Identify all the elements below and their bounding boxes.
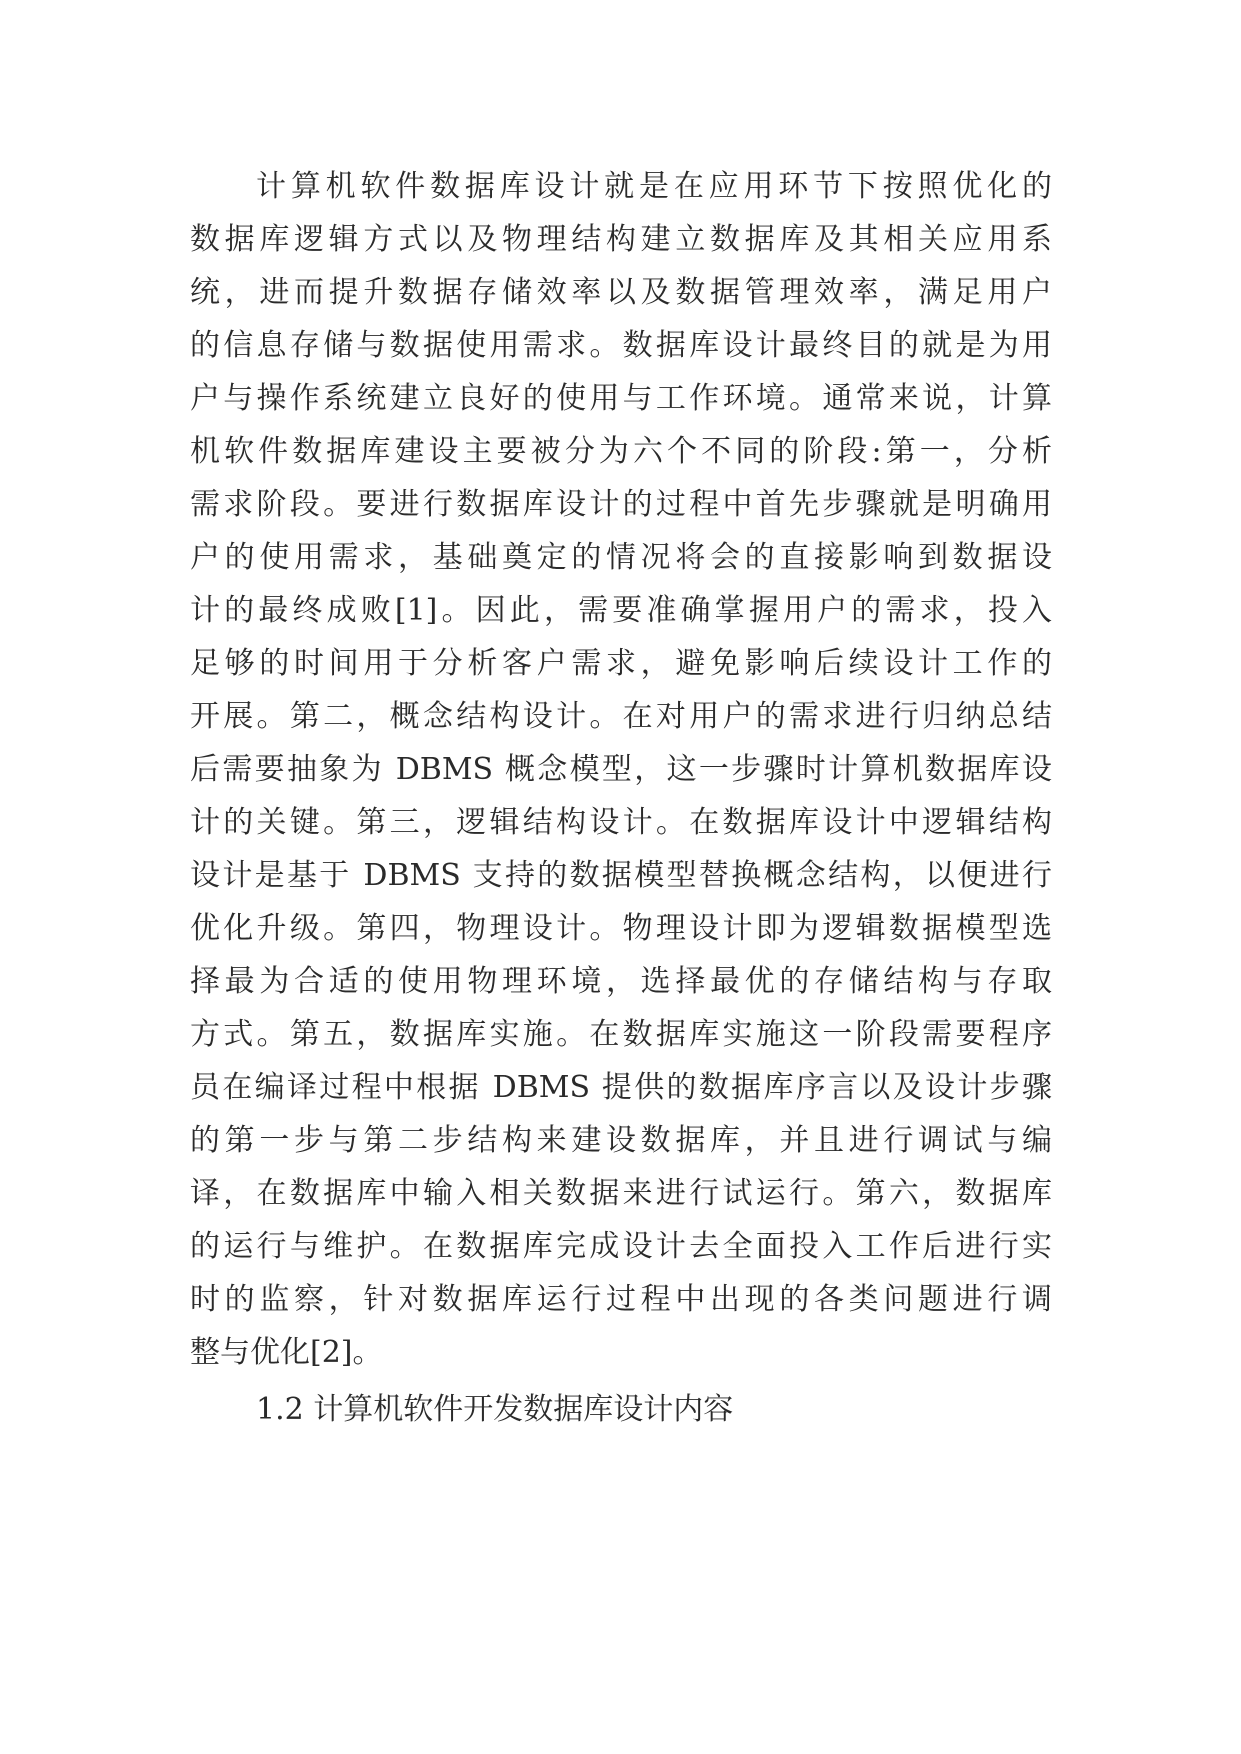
paragraph-line: 计的最终成败[1]。因此，需要准确掌握用户的需求，投入	[190, 593, 1052, 628]
paragraph-line: 开展。第二，概念结构设计。在对用户的需求进行归纳总结	[190, 699, 1052, 734]
paragraph-line: 机软件数据库建设主要被分为六个不同的阶段:第一，分析	[190, 434, 1052, 469]
section-heading: 1.2 计算机软件开发数据库设计内容	[256, 1392, 734, 1427]
paragraph-line: 计的关键。第三，逻辑结构设计。在数据库设计中逻辑结构	[190, 805, 1052, 840]
document-page	[190, 160, 1052, 1436]
paragraph-line: 择最为合适的使用物理环境，选择最优的存储结构与存取	[190, 964, 1052, 999]
paragraph-line: 户的使用需求，基础奠定的情况将会的直接影响到数据设	[190, 540, 1052, 575]
paragraph-line: 足够的时间用于分析客户需求，避免影响后续设计工作的	[190, 646, 1052, 681]
paragraph-line: 员在编译过程中根据 DBMS 提供的数据库序言以及设计步骤	[190, 1070, 1052, 1105]
paragraph-line: 需求阶段。要进行数据库设计的过程中首先步骤就是明确用	[190, 487, 1052, 522]
paragraph-line: 计算机软件数据库设计就是在应用环节下按照优化的	[256, 169, 1052, 204]
paragraph-line: 户与操作系统建立良好的使用与工作环境。通常来说，计算	[190, 381, 1052, 416]
paragraph-line: 优化升级。第四，物理设计。物理设计即为逻辑数据模型选	[190, 911, 1052, 946]
paragraph-line: 数据库逻辑方式以及物理结构建立数据库及其相关应用系	[190, 222, 1052, 257]
body-paragraph	[190, 160, 1052, 1379]
paragraph-line: 设计是基于 DBMS 支持的数据模型替换概念结构，以便进行	[190, 858, 1052, 893]
paragraph-line: 方式。第五，数据库实施。在数据库实施这一阶段需要程序	[190, 1017, 1052, 1052]
paragraph-line: 译，在数据库中输入相关数据来进行试运行。第六，数据库	[190, 1176, 1052, 1211]
paragraph-line: 统，进而提升数据存储效率以及数据管理效率，满足用户	[190, 275, 1052, 310]
paragraph-line: 的运行与维护。在数据库完成设计去全面投入工作后进行实	[190, 1229, 1052, 1264]
paragraph-line: 整与优化[2]。	[190, 1335, 383, 1370]
paragraph-line: 的第一步与第二步结构来建设数据库，并且进行调试与编	[190, 1123, 1052, 1158]
paragraph-line: 的信息存储与数据使用需求。数据库设计最终目的就是为用	[190, 328, 1052, 363]
paragraph-line: 时的监察，针对数据库运行过程中出现的各类问题进行调	[190, 1282, 1052, 1317]
paragraph-line: 后需要抽象为 DBMS 概念模型，这一步骤时计算机数据库设	[190, 752, 1052, 787]
